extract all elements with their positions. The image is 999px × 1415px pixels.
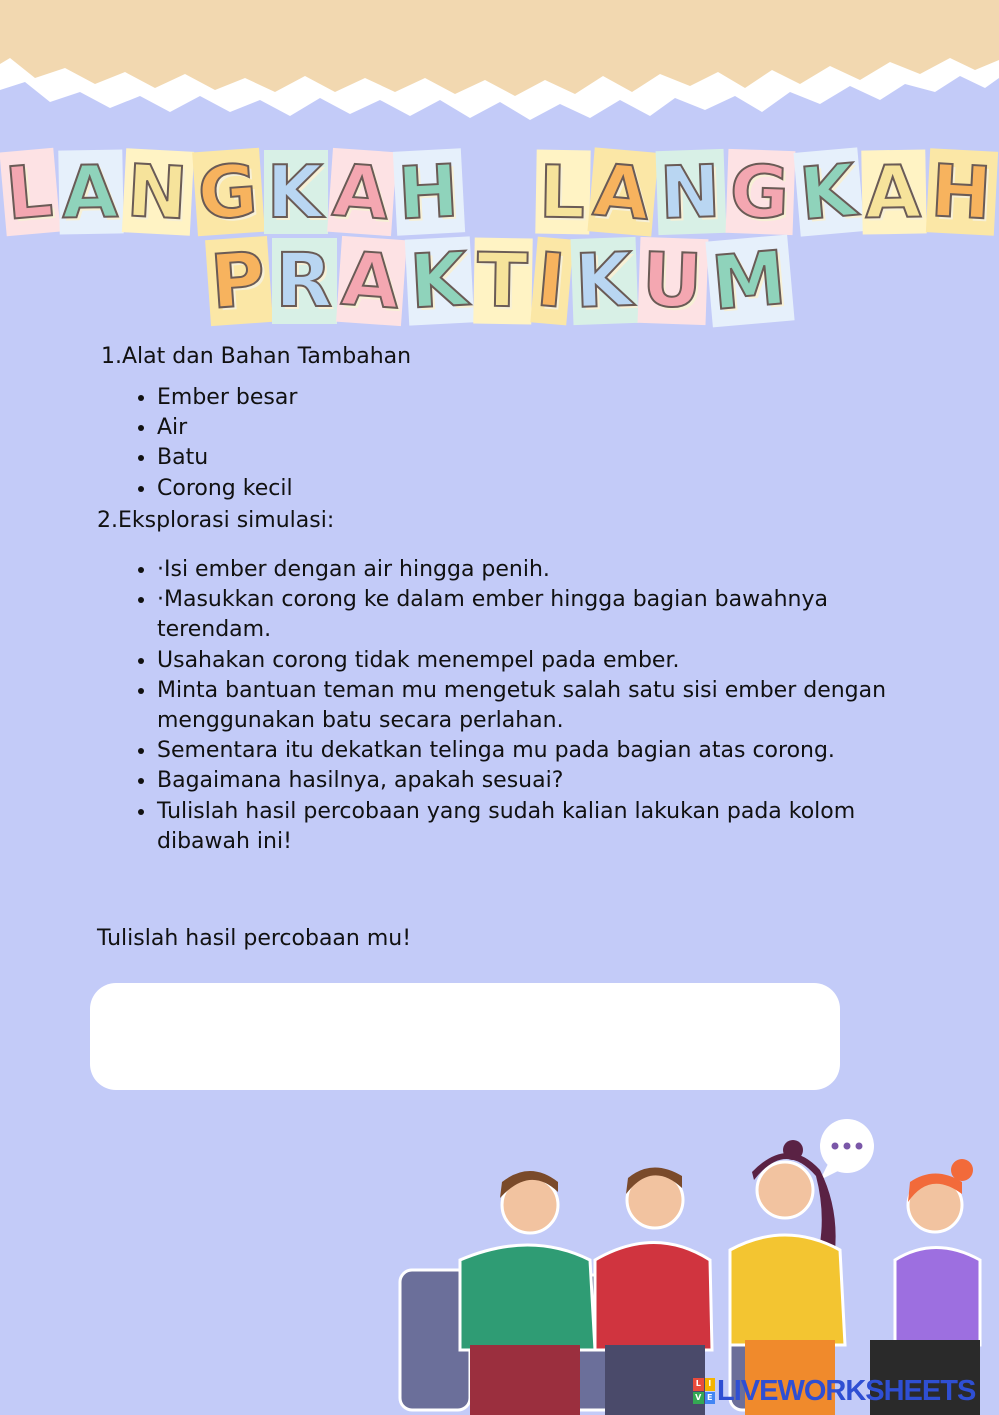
title-letter: G xyxy=(192,148,265,236)
list-item: • Tulislah hasil percobaan yang sudah kalian lakukan pada kolom dibawah ini! xyxy=(157,797,917,857)
title-letter: A xyxy=(58,149,123,234)
list-item: • Ember besar xyxy=(157,383,917,413)
logo-mark-letter: L xyxy=(693,1378,704,1391)
title-letter: M xyxy=(706,235,795,328)
title-letter: N xyxy=(656,149,727,235)
title-letter: K xyxy=(264,150,328,234)
list-item: • ·Isi ember dengan air hingga penih. xyxy=(157,555,917,585)
title-letter: K xyxy=(570,237,638,325)
logo-mark-letter: V xyxy=(693,1392,704,1405)
title-letter: T xyxy=(473,237,533,324)
title-letter: I xyxy=(531,237,574,326)
answer-textbox[interactable] xyxy=(90,983,840,1090)
liveworksheets-logo-text: LIVEWORKSHEETS xyxy=(717,1374,976,1407)
title-letter: R xyxy=(272,238,337,324)
section1-heading: 1.Alat dan Bahan Tambahan xyxy=(101,344,412,369)
title-letter: N xyxy=(122,148,195,235)
title-letter: A xyxy=(327,148,396,236)
title-letter: K xyxy=(404,236,474,325)
result-prompt: Tulislah hasil percobaan mu! xyxy=(97,926,412,951)
title-letter: U xyxy=(638,237,709,325)
title-letter: K xyxy=(793,147,864,236)
title-line-1 xyxy=(0,147,999,237)
title-letter: L xyxy=(0,148,60,236)
section2-heading: 2.Eksplorasi simulasi: xyxy=(97,508,335,533)
title-line-2 xyxy=(0,234,999,328)
list-item: • Minta bantuan teman mu mengetuk salah satu sisi ember dengan menggunakan batu secara perlahan. xyxy=(157,676,917,736)
title-letter: H xyxy=(393,148,466,235)
logo-mark-letter: E xyxy=(705,1392,716,1405)
list-item: • Corong kecil xyxy=(157,474,917,504)
liveworksheets-logo-mark-icon xyxy=(693,1378,715,1404)
title-letter: P xyxy=(205,236,273,326)
torn-paper-header xyxy=(0,0,999,150)
title-letter: A xyxy=(588,147,659,236)
section2-list xyxy=(97,555,917,857)
title-letter: A xyxy=(336,236,407,326)
speech-bubble-icon xyxy=(820,1119,874,1180)
title-letter: H xyxy=(926,148,999,235)
title-letter: G xyxy=(726,149,796,235)
list-item: • Usahakan corong tidak menempel pada ember. xyxy=(157,646,917,676)
list-item: • Batu xyxy=(157,443,917,473)
list-item: • ·Masukkan corong ke dalam ember hingga bagian bawahnya terendam. xyxy=(157,585,917,645)
logo-mark-letter: I xyxy=(705,1378,716,1391)
title-letter: A xyxy=(862,149,927,234)
section1-list xyxy=(97,383,917,504)
title-letter: L xyxy=(535,150,590,235)
list-item: • Sementara itu dekatkan telinga mu pada bagian atas corong. xyxy=(157,736,917,766)
students-discussion-illustration xyxy=(390,1110,999,1415)
liveworksheets-logo xyxy=(693,1374,975,1408)
list-item: • Air xyxy=(157,413,917,443)
list-item: • Bagaimana hasilnya, apakah sesuai? xyxy=(157,766,917,796)
